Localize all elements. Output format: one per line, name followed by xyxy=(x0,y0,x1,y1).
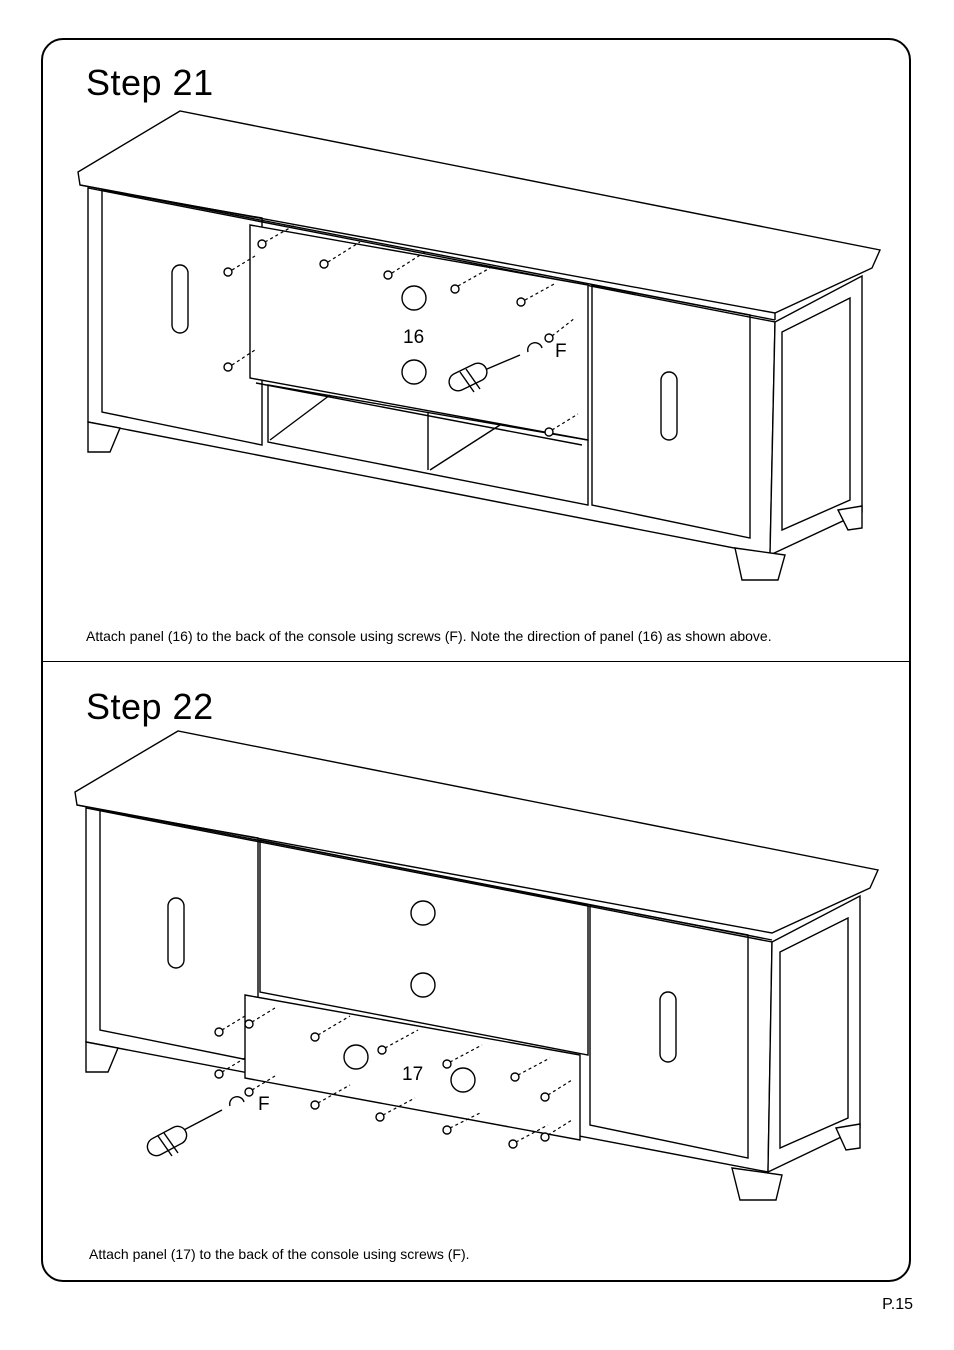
screw-f-label-21: F xyxy=(555,341,567,362)
panel-17-label: 17 xyxy=(402,1064,424,1085)
step-21-caption: Attach panel (16) to the back of the console using screws (F). Note the direction of panel (16) as shown above. xyxy=(86,628,772,644)
step-22-title: Step 22 xyxy=(86,686,214,727)
page-number: P.15 xyxy=(882,1296,913,1313)
panel-16-label: 16 xyxy=(403,327,425,348)
step-22-caption: Attach panel (17) to the back of the console using screws (F). xyxy=(89,1246,470,1262)
step-21-title: Step 21 xyxy=(86,62,214,103)
screw-f-label-22: F xyxy=(258,1094,270,1115)
